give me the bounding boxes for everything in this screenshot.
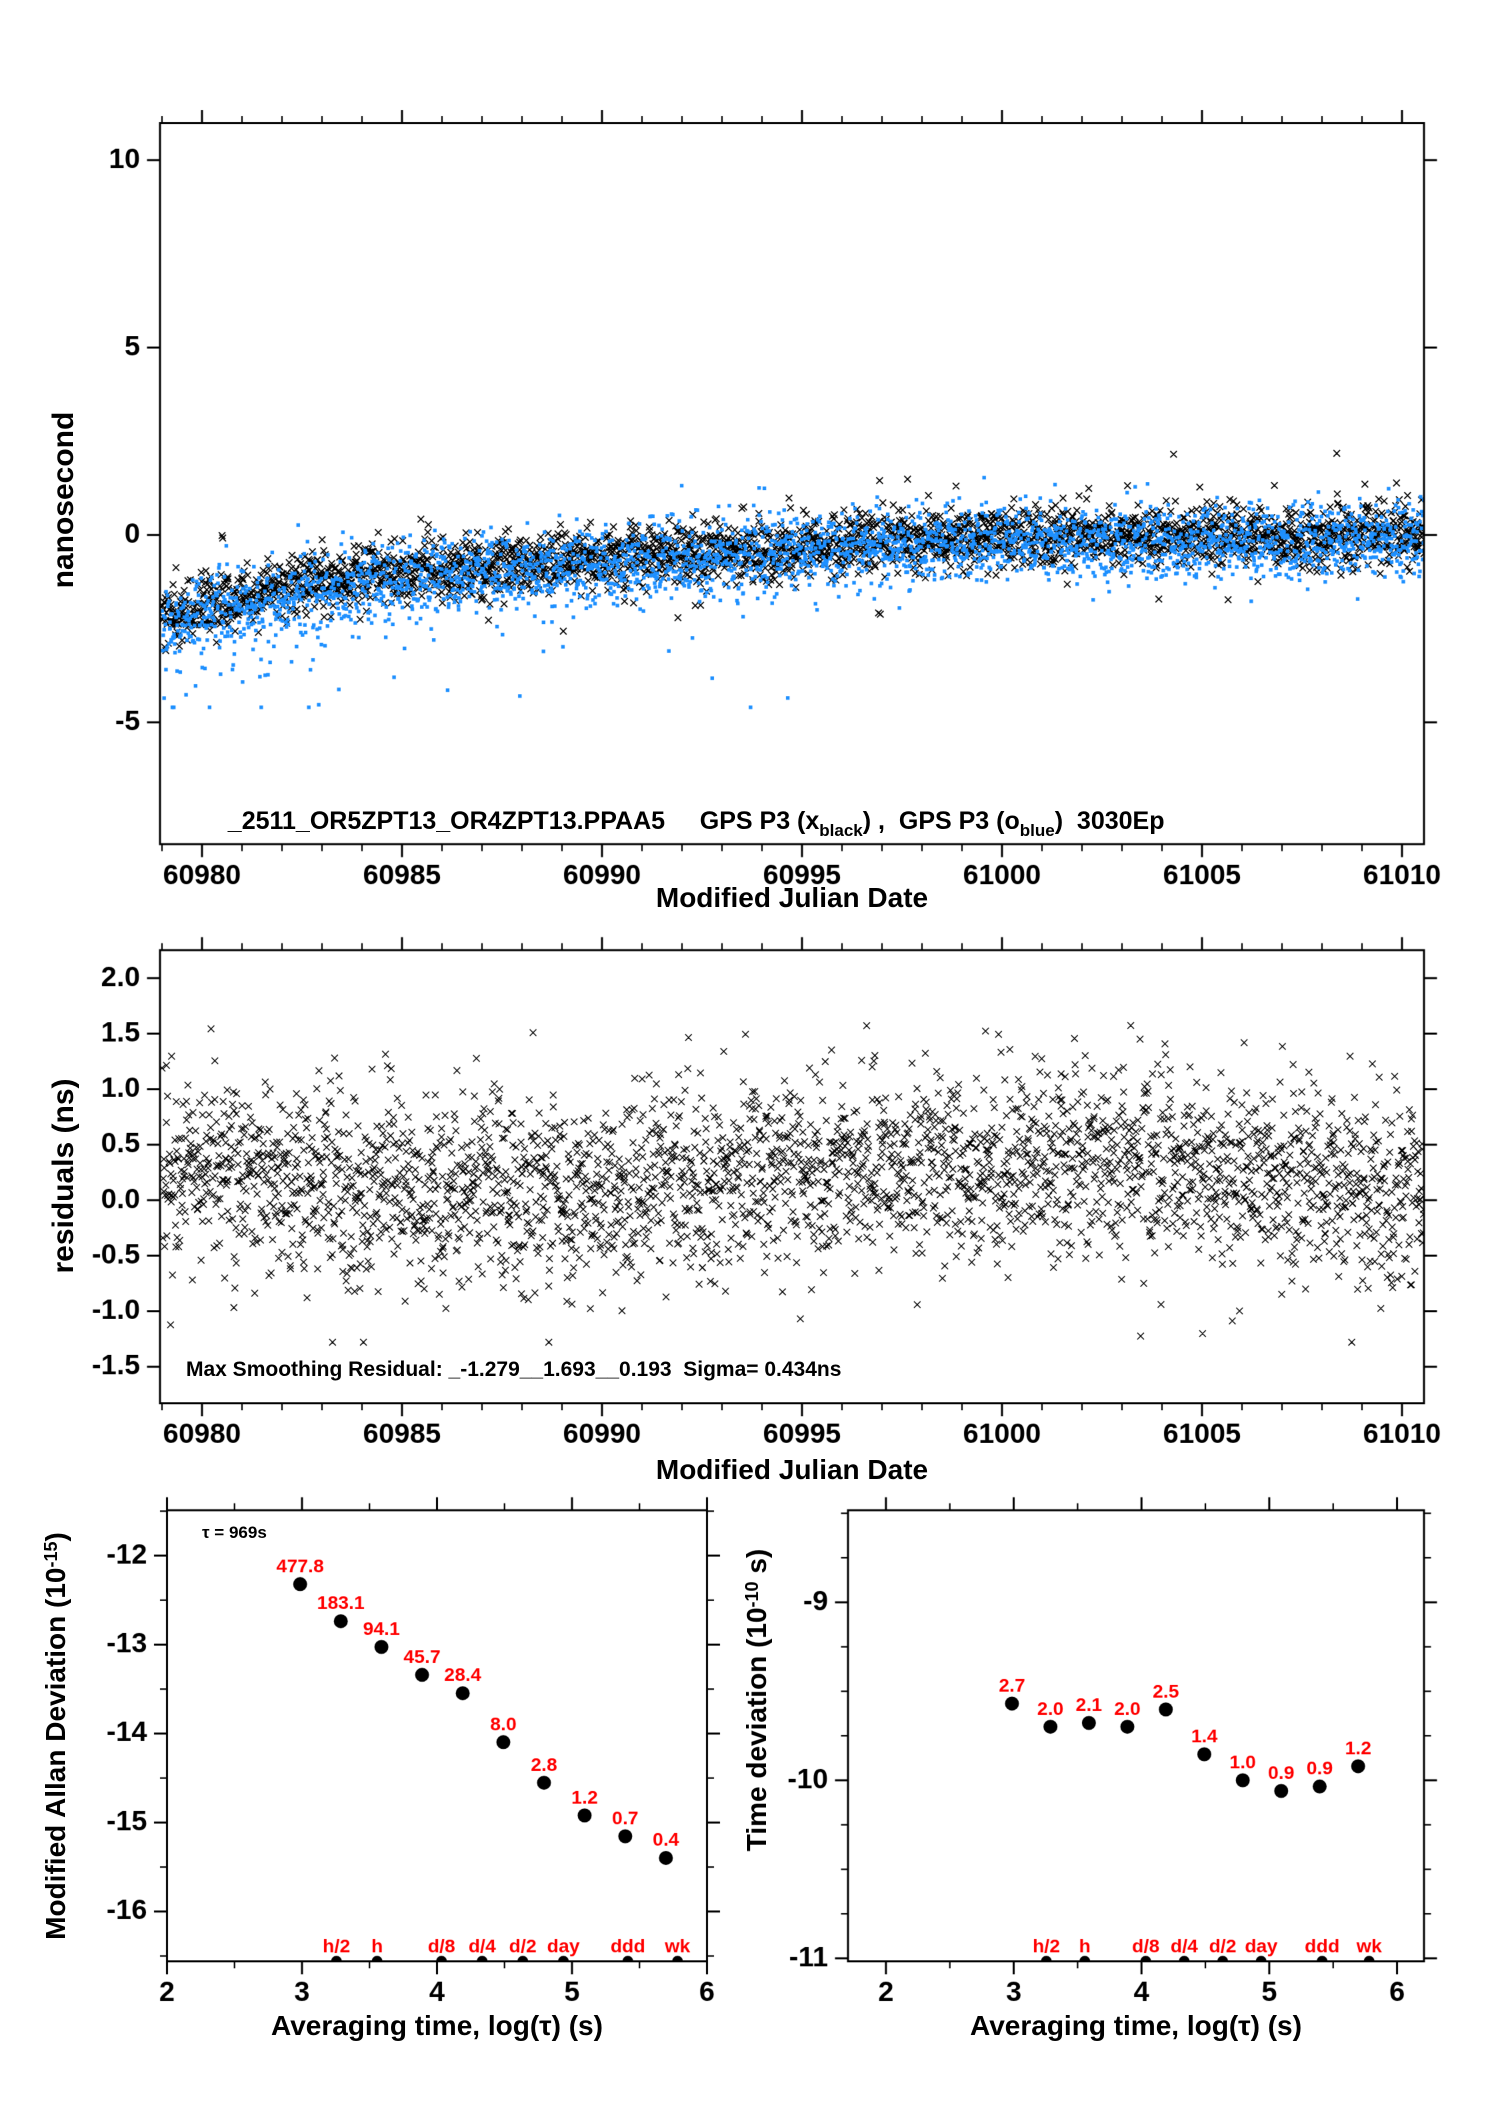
- title-series2-subscript: blue: [1019, 821, 1055, 840]
- residuals-x-axis-label: Modified Julian Date: [655, 1454, 929, 1485]
- smoothing-residual-annotation: Max Smoothing Residual: _-1.279__1.693__0.193 Sigma= 0.434ns: [186, 1358, 842, 1381]
- mdev-y-axis-label: [40, 1532, 72, 1940]
- mdev-x-axis-label: Averaging time, log(τ) (s): [271, 2010, 603, 2041]
- tdev-y-axis-label: [741, 1549, 773, 1852]
- title-series2-label: ) , GPS P3 (o: [862, 807, 1020, 835]
- top-x-axis-label: Modified Julian Date: [655, 882, 929, 913]
- mdev-y-label-end: ): [40, 1532, 71, 1542]
- title-series1-subscript: black: [819, 821, 863, 840]
- top-panel-title: [200, 778, 1164, 870]
- tdev-y-label-main: Time deviation (10: [741, 1607, 772, 1852]
- mdev-y-label-exponent: -15: [41, 1541, 61, 1568]
- tdev-x-axis-label: Averaging time, log(τ) (s): [970, 2010, 1302, 2041]
- title-epoch-count: ) 3030Ep: [1054, 807, 1165, 835]
- top-y-axis-label: nanosecond: [47, 411, 80, 589]
- title-file-id: _2511_OR5ZPT13_OR4ZPT13.PPAA5 GPS P3 (x: [227, 807, 820, 835]
- tdev-y-label-exponent: -10: [742, 1581, 762, 1608]
- tdev-y-label-end: s): [741, 1548, 772, 1582]
- residuals-y-axis-label: residuals (ns): [47, 1078, 80, 1274]
- mdev-y-label-main: Modified Allan Deviation (10: [40, 1567, 71, 1940]
- tau-annotation: τ = 969s: [202, 1523, 267, 1542]
